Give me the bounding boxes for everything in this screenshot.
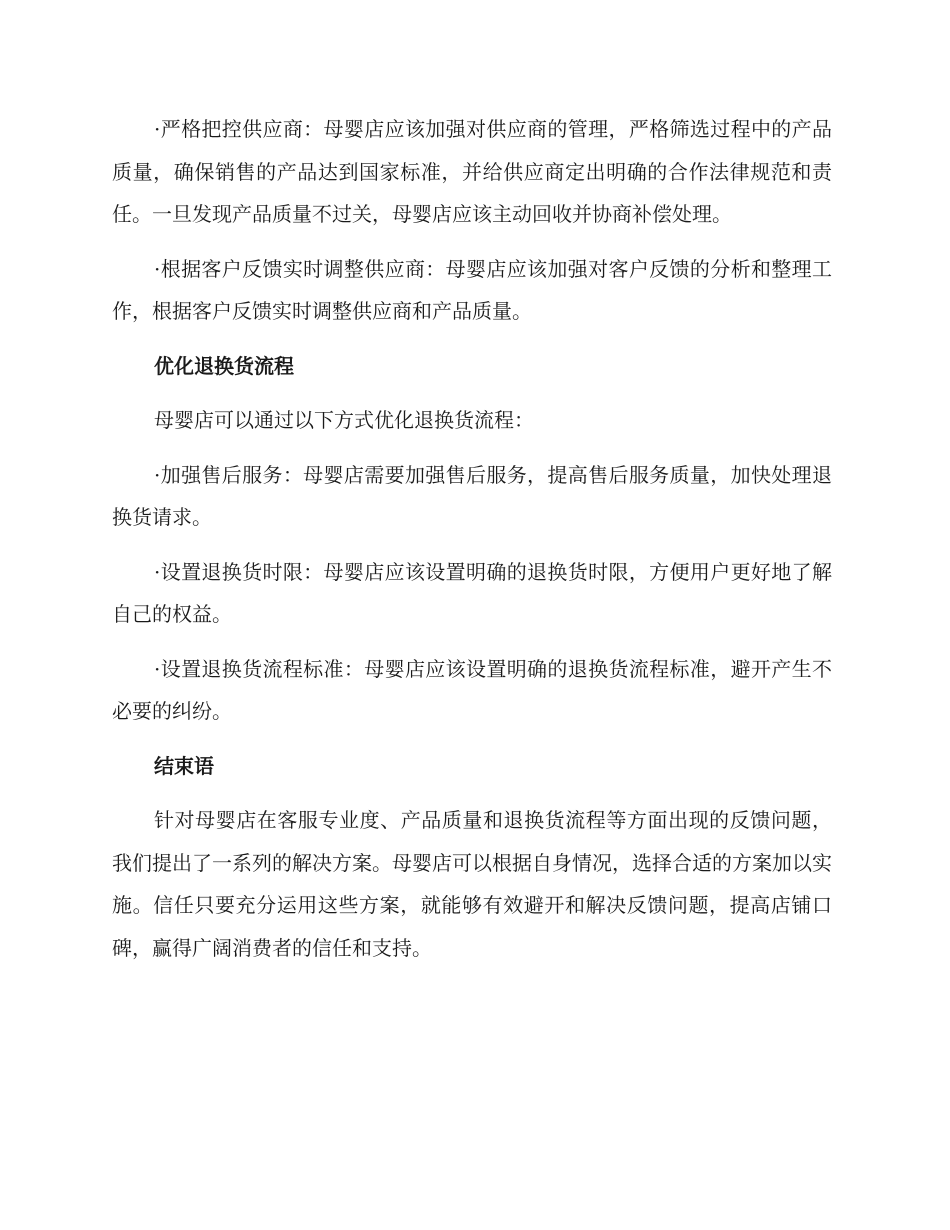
paragraph-conclusion: 针对母婴店在客服专业度、产品质量和退换货流程等方面出现的反馈问题，我们提出了一系列的解决方案。母婴店可以根据自身情况，选择合适的方案加以实施。信任只要充分运用这些方案，就能够有效避开和解决反馈问题，提高店铺口碑，赢得广阔消费者的信任和支持。 <box>112 808 832 960</box>
bullet-paragraph-after-sales: ·加强售后服务：母婴店需要加强售后服务，提高售后服务质量，加快处理退换货请求。 <box>112 462 832 529</box>
bullet-paragraph-return-time-limit: ·设置退换货时限：母婴店应该设置明确的退换货时限，方便用户更好地了解自己的权益。 <box>112 559 832 626</box>
paragraph-return-intro: 母婴店可以通过以下方式优化退换货流程： <box>154 408 534 432</box>
section-heading-conclusion: 结束语 <box>154 753 214 778</box>
bullet-paragraph-supplier-control: ·严格把控供应商：母婴店应该加强对供应商的管理，严格筛选过程中的产品质量，确保销售的产品达到国家标准，并给供应商定出明确的合作法律规范和责任。一旦发现产品质量不过关，母婴店应该主动回收并协商补偿处理。 <box>112 117 832 226</box>
section-heading-return-process: 优化退换货流程 <box>154 353 294 378</box>
bullet-paragraph-adjust-supplier: ·根据客户反馈实时调整供应商：母婴店应该加强对客户反馈的分析和整理工作，根据客户反馈实时调整供应商和产品质量。 <box>112 256 832 323</box>
bullet-paragraph-return-standard: ·设置退换货流程标准：母婴店应该设置明确的退换货流程标准，避开产生不必要的纠纷。 <box>112 656 832 723</box>
document-page <box>112 108 832 981</box>
